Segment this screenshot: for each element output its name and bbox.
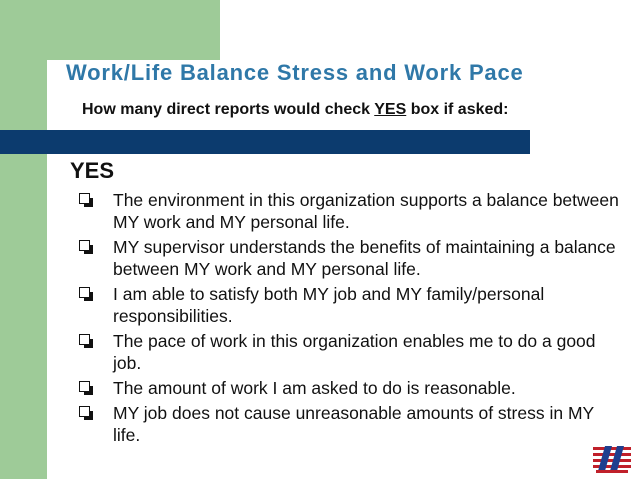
section-heading: YES [70,158,115,183]
list-item-text: I am able to satisfy both MY job and MY family/personal responsibilities. [113,284,545,326]
slide-subtitle [82,101,509,119]
list-item [79,377,624,399]
list-item-text: The pace of work in this organization enables me to do a good job. [113,331,596,373]
subtitle-emphasis: YES [374,101,407,118]
list-item [79,402,624,446]
list-item-text: MY job does not cause unreasonable amounts of stress in MY life. [113,403,594,445]
statement-list [79,189,624,449]
top-accent-band [47,0,220,60]
list-item-text: The amount of work I am asked to do is reasonable. [113,378,516,398]
logo-icon [592,444,632,474]
list-item [79,236,624,280]
checkbox-icon [79,334,90,345]
subtitle-prefix: How many direct reports would check [82,101,375,118]
list-item [79,330,624,374]
subtitle-suffix: box if asked: [406,101,509,118]
list-item-text: The environment in this organization supports a balance between MY work and MY personal life. [113,190,619,232]
checkbox-icon [79,287,90,298]
checkbox-icon [79,381,90,392]
checkbox-icon [79,240,90,251]
list-item-text: MY supervisor understands the benefits of maintaining a balance between MY work and MY personal life. [113,237,616,279]
checkbox-icon [79,193,90,204]
slide-title: Work/Life Balance Stress and Work Pace [66,60,524,85]
divider-bar [0,130,530,154]
list-item [79,189,624,233]
checkbox-icon [79,406,90,417]
list-item [79,283,624,327]
side-accent-band [0,0,47,479]
